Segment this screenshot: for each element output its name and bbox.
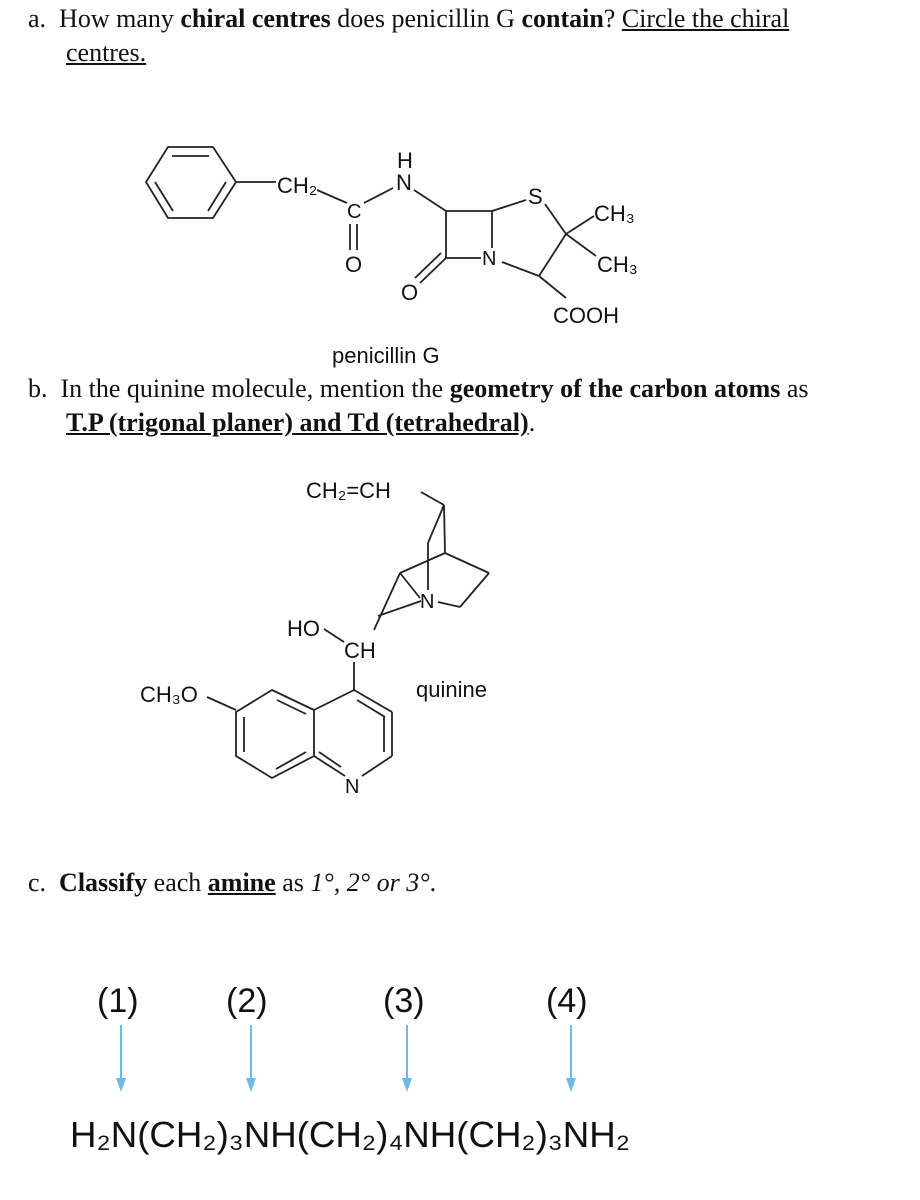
- question-a-text-5: ?: [603, 4, 622, 33]
- penicillin-carbonyl-o: O: [345, 252, 363, 277]
- cme2-ch3-bottom-bond: [566, 234, 596, 256]
- penicillin-ring-n: N: [482, 248, 497, 270]
- vinyl-to-bicycle: [421, 492, 444, 505]
- cage-top-to-mid: [444, 505, 445, 553]
- s-cme2-bond: [545, 204, 566, 234]
- question-c-degrees: 1°, 2° or 3°: [310, 868, 430, 897]
- benzo-inner-2: [277, 700, 306, 714]
- quinine-vinyl: CH₂=CH: [306, 478, 391, 503]
- penicillin-ch2-label: CH₂: [277, 173, 318, 198]
- question-a-text-3: does penicillin G: [330, 4, 522, 33]
- quinine-aromatic-n: N: [345, 776, 360, 798]
- amine-arrow-2: [246, 1025, 256, 1092]
- ho-ch-bond: [324, 629, 344, 642]
- pyridine-inner-bottom: [319, 752, 341, 767]
- penicillin-cooh: COOH: [553, 303, 619, 328]
- cage-bottom-to-n: [438, 602, 460, 607]
- quinoline-benzo-ring: [236, 690, 314, 778]
- question-b-bold-geometry: geometry of the carbon atoms: [449, 374, 781, 403]
- question-c-text-2: each: [147, 868, 208, 897]
- question-b-letter: b.: [28, 374, 48, 403]
- quinine-methoxy: CH₃O: [140, 682, 198, 707]
- pyridine-inner-top: [357, 700, 385, 717]
- question-a-bold-contain: contain: [521, 4, 604, 33]
- cage-mid-to-left: [400, 553, 445, 573]
- cage-top-to-left: [428, 505, 444, 543]
- benzene-ring: [146, 147, 236, 218]
- quinine-bridge-n: N: [420, 591, 435, 613]
- cage-to-ch: [374, 573, 400, 630]
- question-b-bold-underline: T.P (trigonal planer) and Td (tetrahedral): [66, 408, 529, 437]
- amine-structure: [70, 982, 630, 1155]
- question-a-letter: a.: [28, 4, 47, 33]
- amine-label-3: (3): [383, 982, 425, 1020]
- penicillin-structure: [146, 147, 638, 368]
- cme2-ch3-top-bond: [566, 216, 594, 234]
- question-a-underline-1: Circle the chiral: [621, 4, 790, 33]
- penicillin-amide-n: N: [396, 170, 412, 195]
- c-n-amide-bond: [364, 188, 393, 203]
- benzene-inner-bond-3: [155, 182, 173, 211]
- ch-cooh-bond: [539, 276, 566, 298]
- question-b-period: .: [528, 408, 536, 437]
- penicillin-label: penicillin G: [332, 343, 440, 368]
- penicillin-amide-h: H: [397, 148, 413, 173]
- methoxy-ring-bond: [207, 697, 236, 710]
- cage-left-to-n: [400, 573, 420, 598]
- penicillin-lactam-o: O: [401, 280, 419, 305]
- penicillin-sulfur: S: [528, 184, 543, 209]
- ch-n-bond: [502, 262, 539, 276]
- question-c-letter: c.: [28, 868, 47, 897]
- amine-arrow-1: [116, 1025, 126, 1092]
- penicillin-ch3-top: CH₃: [594, 201, 635, 226]
- quinine-ch: CH: [344, 638, 376, 663]
- quinine-ho: HO: [287, 616, 320, 641]
- amine-label-4: (4): [546, 982, 588, 1020]
- benzene-inner-bond-2: [208, 182, 226, 211]
- cage-mid-to-right: [445, 553, 489, 573]
- question-a-bold-chiral: chiral centres: [180, 4, 331, 33]
- amine-label-2: (2): [226, 982, 268, 1020]
- cme2-ch-bond: [539, 234, 566, 276]
- amine-formula: H₂N(CH₂)₃NH(CH₂)₄NH(CH₂)₃NH₂: [70, 1114, 630, 1155]
- ch2-c-bond: [317, 190, 347, 203]
- question-c-bold-classify: Classify: [59, 868, 148, 897]
- question-c-text-4: as: [275, 868, 311, 897]
- penicillin-carbonyl-c: C: [347, 201, 362, 223]
- benzo-inner-3: [276, 752, 306, 769]
- cage-right-to-bottom: [460, 573, 489, 607]
- amine-arrow-3: [402, 1025, 412, 1092]
- quinine-label: quinine: [416, 677, 487, 702]
- question-b-text-1: In the quinine molecule, mention the: [60, 374, 450, 403]
- question-c-period: .: [429, 868, 437, 897]
- penicillin-ch3-bottom: CH₃: [597, 252, 638, 277]
- question-c-bold-amine: amine: [207, 868, 276, 897]
- amine-label-1: (1): [97, 982, 139, 1020]
- question-a-line-2: centres.: [66, 38, 147, 67]
- question-a-text-1: How many: [59, 4, 181, 33]
- c-s-bond: [492, 200, 526, 211]
- question-b-text-3: as: [780, 374, 809, 403]
- quinine-structure: [140, 478, 489, 798]
- n-beta-lactam-bond: [414, 190, 446, 211]
- amine-arrow-4: [566, 1025, 576, 1092]
- pyridine-right-to-n: [362, 756, 392, 776]
- pyridine-top-left: [314, 690, 354, 710]
